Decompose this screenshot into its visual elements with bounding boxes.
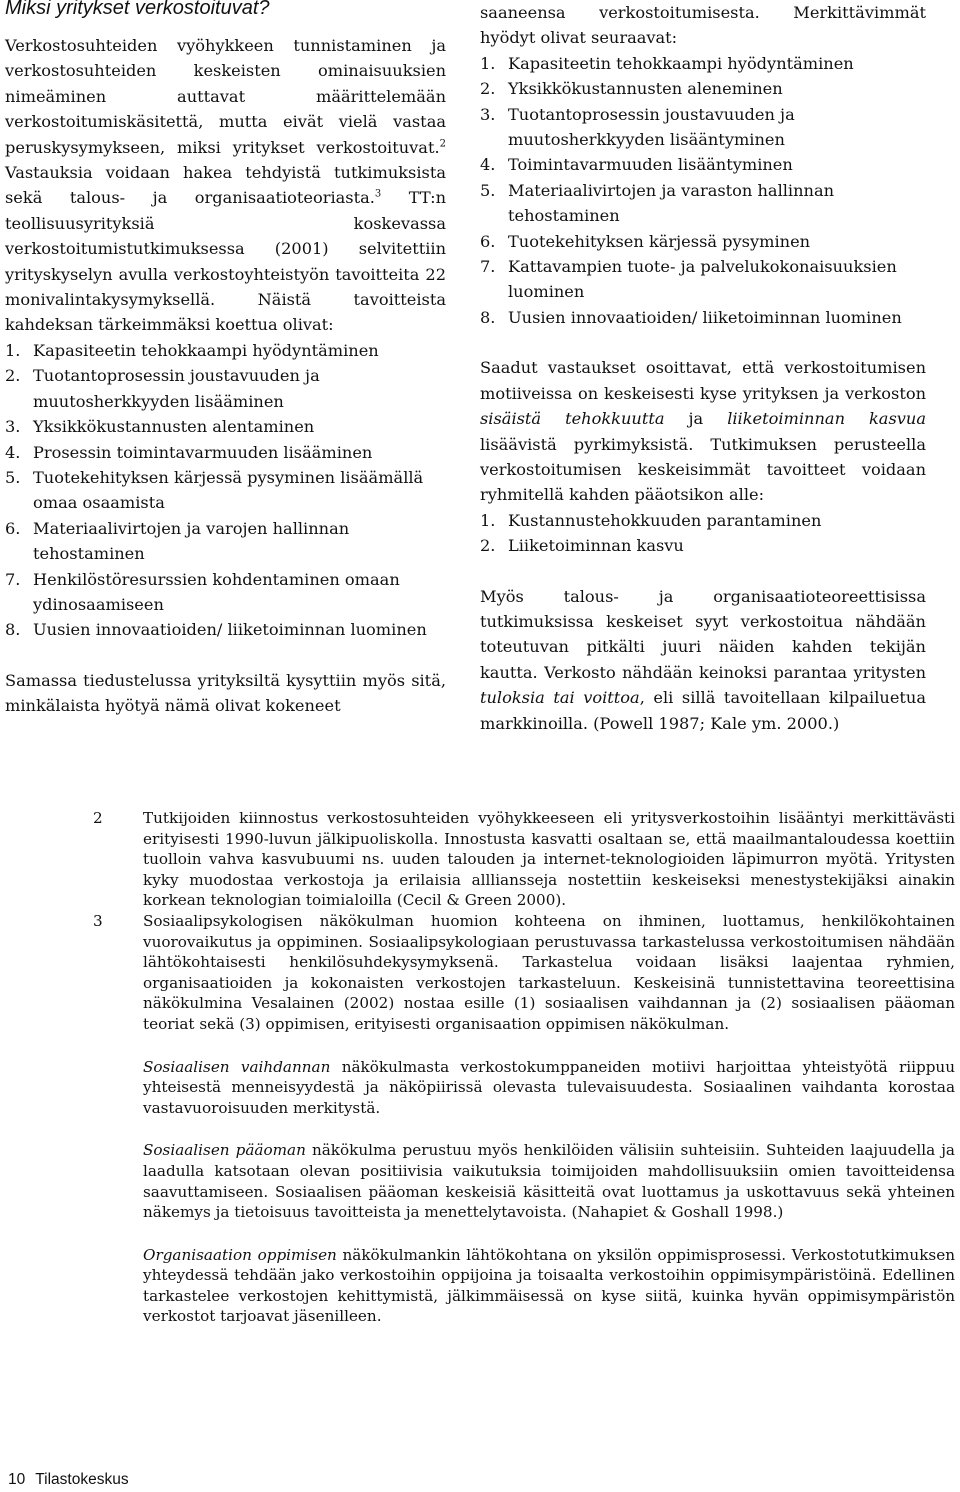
list-item: 1. Kapasiteetin tehokkaampi hyödyntäminen: [5, 340, 379, 360]
answers-text: Vastauksia voidaan hakea tehdyistä tutkimuksista sekä talous- ja organisaatioteoriasta.: [5, 163, 446, 208]
list-item: 6. Tuotekehityksen kärjessä pysyminen: [480, 231, 811, 251]
footnote-number: 3: [93, 911, 103, 930]
benefits-list: [480, 51, 926, 330]
page-footer: [8, 1470, 129, 1490]
footnote-3: [93, 911, 955, 1327]
section-heading: Miksi yritykset verkostoituvat?: [5, 0, 270, 19]
emphasis-internal-efficiency: sisäistä tehokkuutta: [480, 409, 665, 429]
list-item: 7. Kattavampien tuote- ja palvelukokonaisuuksien luominen: [480, 257, 897, 302]
list-item: 3. Tuotantoprosessin joustavuuden ja muutosherkkyyden lisääntyminen: [480, 104, 795, 150]
list-item: 2. Liiketoiminnan kasvu: [480, 536, 684, 556]
emphasis-business-growth: liiketoiminnan kasvua: [727, 409, 926, 429]
closing-paragraph: Samassa tiedustelussa yrityksiltä kysyttiin myös sitä, minkälaista hyötyä nämä olivat kokeneet: [5, 670, 446, 716]
footnote-2: [93, 808, 955, 911]
theory-paragraph: Myös talous- ja organisaatioteoreettisissa tutkimuksissa keskeiset syyt verkostoitua nähdään toteutuvan pitkälti juuri näiden kahden tekijän kautta. Verkosto nähdään keinoksi parantaa yritysten tuloksia tai voittoa, eli sillä tavoitellaan kilpailuetua markkinoilla. (Powell 1987; Kale ym. 2000.): [480, 586, 926, 733]
footnote-text: Sosiaalipsykologisen näkökulman huomion kohteena on ihminen, luottamus, henkilökohtainen vuorovaikutus ja oppiminen. Sosiaalipsykologiaan perustuvassa tarkastelussa verkostoitumisen nähdään lähtökohtaisesti henkilösuhdekysymyksenä. Tarkastelua voidaan lisäksi laajentaa ryhmien, organisaatioiden ja kokonaisten verkostojen tarkasteluun. Keskeisinä tunnistettavina teoreettisina näkökulmina Vesalainen (2002) nostaa esille (1) sosiaalisen vaihdannan ja (2) sosiaalisen pääoman teoriat sekä (3) oppimisen, erityisesti organisaation oppimisen näkökulman.: [143, 911, 955, 1033]
list-item: 5. Materiaalivirtojen ja varaston hallinnan tehostaminen: [480, 180, 835, 226]
intro-paragraph: [5, 33, 446, 338]
list-item: 2. Tuotantoprosessin joustavuuden ja muutosherkkyyden lisääminen: [5, 366, 320, 411]
list-item: 1. Kustannustehokkuuden parantaminen: [480, 510, 822, 530]
goals-list: [5, 338, 446, 643]
footnote-social-exchange: Sosiaalisen vaihdannan näkökulmasta verkostokumppaneiden motiivi harjoittaa yhteistyötä riippuu yhteisestä menneisyydestä ja näköpiirissä olevasta tulevaisuudesta. Sosiaalinen vaihdanta korostaa vastavuoroisuuden merkitystä.: [143, 1057, 955, 1117]
publisher-name: Tilastokeskus: [35, 1471, 129, 1488]
intro-paragraph-text: Verkostosuhteiden vyöhykkeen tunnistaminen ja verkostosuhteiden keskeisten ominaisuuksien nimeäminen auttavat määrittelemään verkostoitumiskäsitettä, mutta eivät vielä vastaa peruskysymykseen, miksi yritykset verkostoituvat.: [5, 36, 446, 157]
list-item: 5. Tuotekehityksen kärjessä pysyminen lisäämällä omaa osaamista: [5, 467, 424, 513]
list-item: 8. Uusien innovaatioiden/ liiketoiminnan luominen: [5, 620, 427, 640]
footnote-ref-2[interactable]: 2: [439, 138, 446, 150]
list-item: 6. Materiaalivirtojen ja varojen hallinnan tehostaminen: [5, 518, 350, 564]
page-number: 10: [8, 1471, 26, 1488]
list-item: 8. Uusien innovaatioiden/ liiketoiminnan luominen: [480, 307, 902, 327]
footnote-ref-3[interactable]: 3: [374, 189, 382, 201]
footnotes: [93, 808, 955, 1327]
list-item: 3. Yksikkökustannusten alentaminen: [5, 417, 315, 437]
left-column: [5, 0, 446, 719]
list-item: 4. Prosessin toimintavarmuuden lisääminen: [5, 442, 373, 462]
footnote-org-learning: Organisaation oppimisen näkökulmankin lähtökohtana on yksilön oppimisprosessi. Verkostotutkimuksen yhteydessä tehdään jako verkostoihin oppijoina ja toisaalta verkostoihin oppimisympäristöinä. Edellinen tarkastelee verkostojen kehittymistä, jälkimmäisessä on kyse siitä, kuinka hyvän oppimisympäristön verkostot tarjoavat jäsenilleen.: [143, 1245, 955, 1326]
survey-text: TT:n teollisuusyrityksiä koskevassa verkostoitumistutkimuksessa (2001) selvitettiin yrityskyselyn avulla verkostoyhteistyön tavoitteita 22 monivalintakysymyksellä. Näistä tavoitteista kahdeksan tärkeimmäksi koettua olivat:: [5, 188, 446, 335]
emphasis-profit: tuloksia tai voittoa: [480, 688, 640, 708]
footnote-social-capital: Sosiaalisen pääoman näkökulma perustuu myös henkilöiden välisiin suhteisiin. Suhteiden laajuudella ja laadulla katsotaan olevan positiivisia vaikutuksia toimijoiden mahdollisuuksiin omien tavoitteidensa saavuttamiseen. Sosiaalisen pääoman keskeisiä käsitteitä ovat luottamus ja uskottavuus sekä yhteinen näkemys ja tietoisuus tavoitteista ja menettelytavoista. (Nahapiet & Goshall 1998.): [143, 1141, 955, 1222]
footnote-text: Tutkijoiden kiinnostus verkostosuhteiden vyöhykkeeseen eli yritysverkostoihin lisääntyi merkittävästi erityisesti 1990-luvun jälkipuoliskolla. Innostusta kasvatti osaltaan se, että maailmantaloudessa koettiin tuolloin vahva kasvubuumi ns. uuden talouden ja internet-teknologioiden läpimurron myötä. Yritysten kyky muodostaa verkostoja ja erilaisia allliansseja nostettiin keskeiseksi menestystekijäksi ainakin korkean teknologian toimialoilla (Cecil & Green 2000).: [143, 809, 955, 910]
list-item: 4. Toimintavarmuuden lisääntyminen: [480, 155, 793, 175]
list-item: 2. Yksikkökustannusten aleneminen: [480, 79, 783, 99]
footnote-number: 2: [93, 809, 103, 827]
benefits-intro: saaneensa verkostoitumisesta. Merkittävimmät hyödyt olivat seuraavat:: [480, 3, 926, 48]
list-item: 1. Kapasiteetin tehokkaampi hyödyntäminen: [480, 53, 854, 73]
right-column: [480, 0, 926, 736]
main-goals-list: [480, 508, 926, 559]
list-item: 7. Henkilöstöresurssien kohdentaminen omaan ydinosaamiseen: [5, 569, 400, 614]
motives-paragraph: Saadut vastaukset osoittavat, että verkostoitumisen motiiveissa on keskeisesti kyse yrityksen ja verkoston sisäistä tehokkuutta ja liiketoiminnan kasvua lisäävistä pyrkimyksistä. Tutkimuksen perusteella verkostoitumisen keskeisimmät tavoitteet voidaan ryhmitellä kahden pääotsikon alle:: [480, 358, 926, 505]
